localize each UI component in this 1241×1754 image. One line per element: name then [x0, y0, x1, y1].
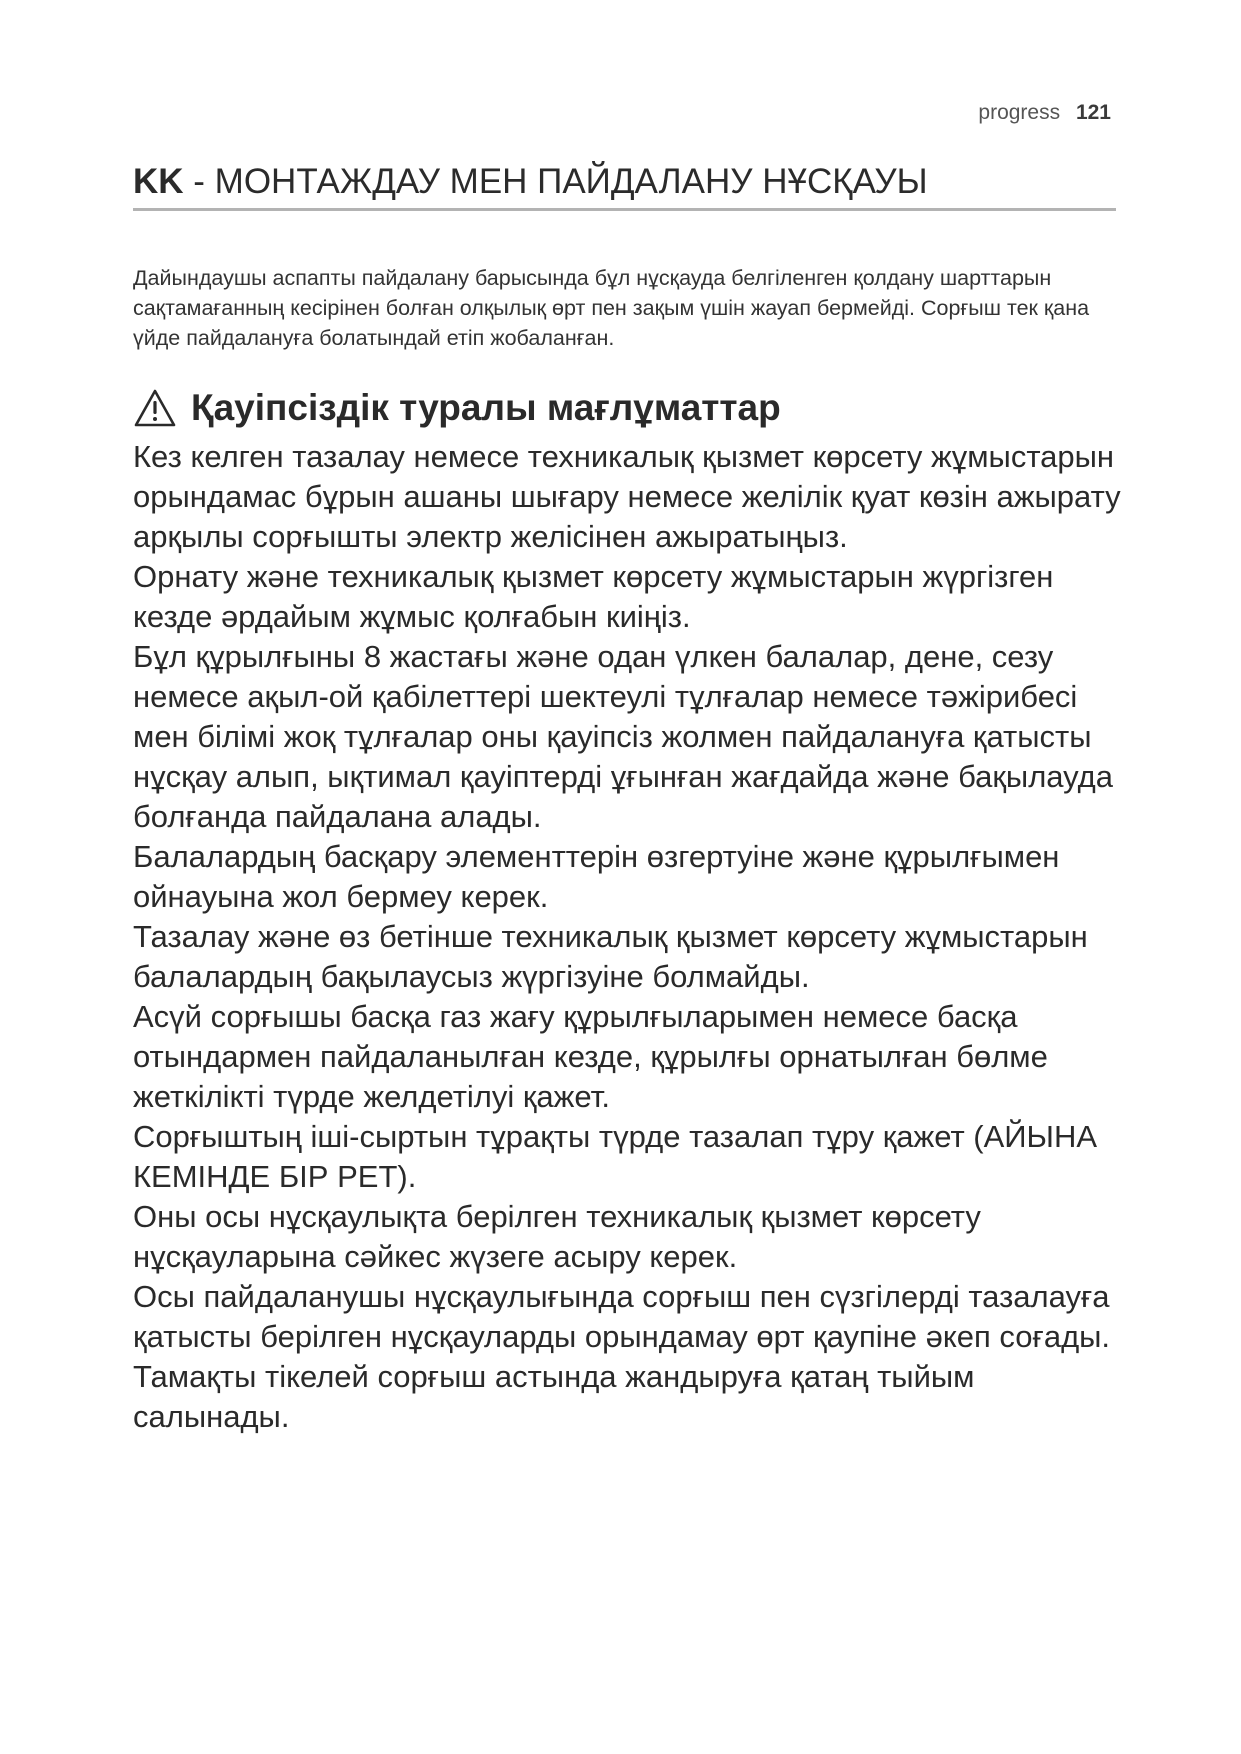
title-separator: - — [183, 162, 215, 201]
warning-triangle-icon — [133, 388, 177, 428]
language-code: KK — [133, 162, 184, 201]
safety-item: Орнату және техникалық қызмет көрсету жұмыстарын жүргізген кезде әрдайым жұмыс қолғабын киіңіз. — [133, 559, 1054, 634]
safety-item: Оны осы нұсқаулықта берілген техникалық қызмет көрсету нұсқауларына сәйкес жүзеге асыру керек. — [133, 1199, 981, 1274]
safety-item: Тамақты тікелей сорғыш астында жандыруға қатаң тыйым салынады. — [133, 1359, 975, 1434]
safety-item: Сорғыштың іші-сыртын тұрақты түрде тазалап тұру қажет (АЙЫНА КЕМІНДЕ БІР РЕТ). — [133, 1119, 1098, 1194]
safety-heading — [133, 386, 781, 430]
safety-item: Бұл құрылғыны 8 жастағы және одан үлкен балалар, дене, сезу немесе ақыл-ой қабілеттері шектеулі тұлғалар немесе тәжірибесі мен білімі жоқ тұлғалар оны қауіпсіз жолмен пайдалануға қатысты нұсқау алып, ықтимал қауіптерді ұғынған жағдайда және бақылауда болғанда пайдалана алады. — [133, 639, 1113, 834]
safety-item: Асүй сорғышы басқа газ жағу құрылғыларымен немесе басқа отындармен пайдаланылған кезде, құрылғы орнатылған бөлме жеткілікті түрде желдетілуі қажет. — [133, 999, 1048, 1114]
page-number: 121 — [1075, 101, 1111, 124]
safety-list — [133, 437, 1123, 1437]
safety-item: Осы пайдаланушы нұсқаулығында сорғыш пен сүзгілерді тазалауға қатысты берілген нұсқауларды орындамау өрт қаупіне әкеп соғады. — [133, 1279, 1111, 1354]
title-block — [133, 160, 1116, 211]
safety-item: Балалардың басқару элементтерін өзгертуіне және құрылғымен ойнауына жол бермеу керек. — [133, 839, 1060, 914]
intro-paragraph: Дайындаушы аспапты пайдалану барысында бұл нұсқауда белгіленген қолдану шарттарын сақтамағанның кесірінен болған олқылық өрт пен зақым үшін жауап бермейді. Сорғыш тек қана үйде пайдалануға болатындай етіп жобаланған. — [133, 266, 1090, 350]
title-text: МОНТАЖДАУ МЕН ПАЙДАЛАНУ НҰСҚАУЫ — [214, 162, 928, 201]
safety-item: Тазалау және өз бетінше техникалық қызмет көрсету жұмыстарын балалардың бақылаусыз жүргізуіне болмайды. — [133, 919, 1088, 994]
title-divider — [133, 208, 1116, 211]
safety-item: Кез келген тазалау немесе техникалық қызмет көрсету жұмыстарын орындамас бұрын ашаны шығару немесе желілік қуат көзін ажырату арқылы сорғышты электр желісінен ажыратыңыз. — [133, 439, 1121, 554]
safety-heading-text: Қауіпсіздік туралы мағлұматтар — [191, 387, 781, 428]
brand-name: progress — [978, 101, 1061, 124]
page-title — [133, 160, 1116, 204]
page-header — [978, 101, 1111, 125]
